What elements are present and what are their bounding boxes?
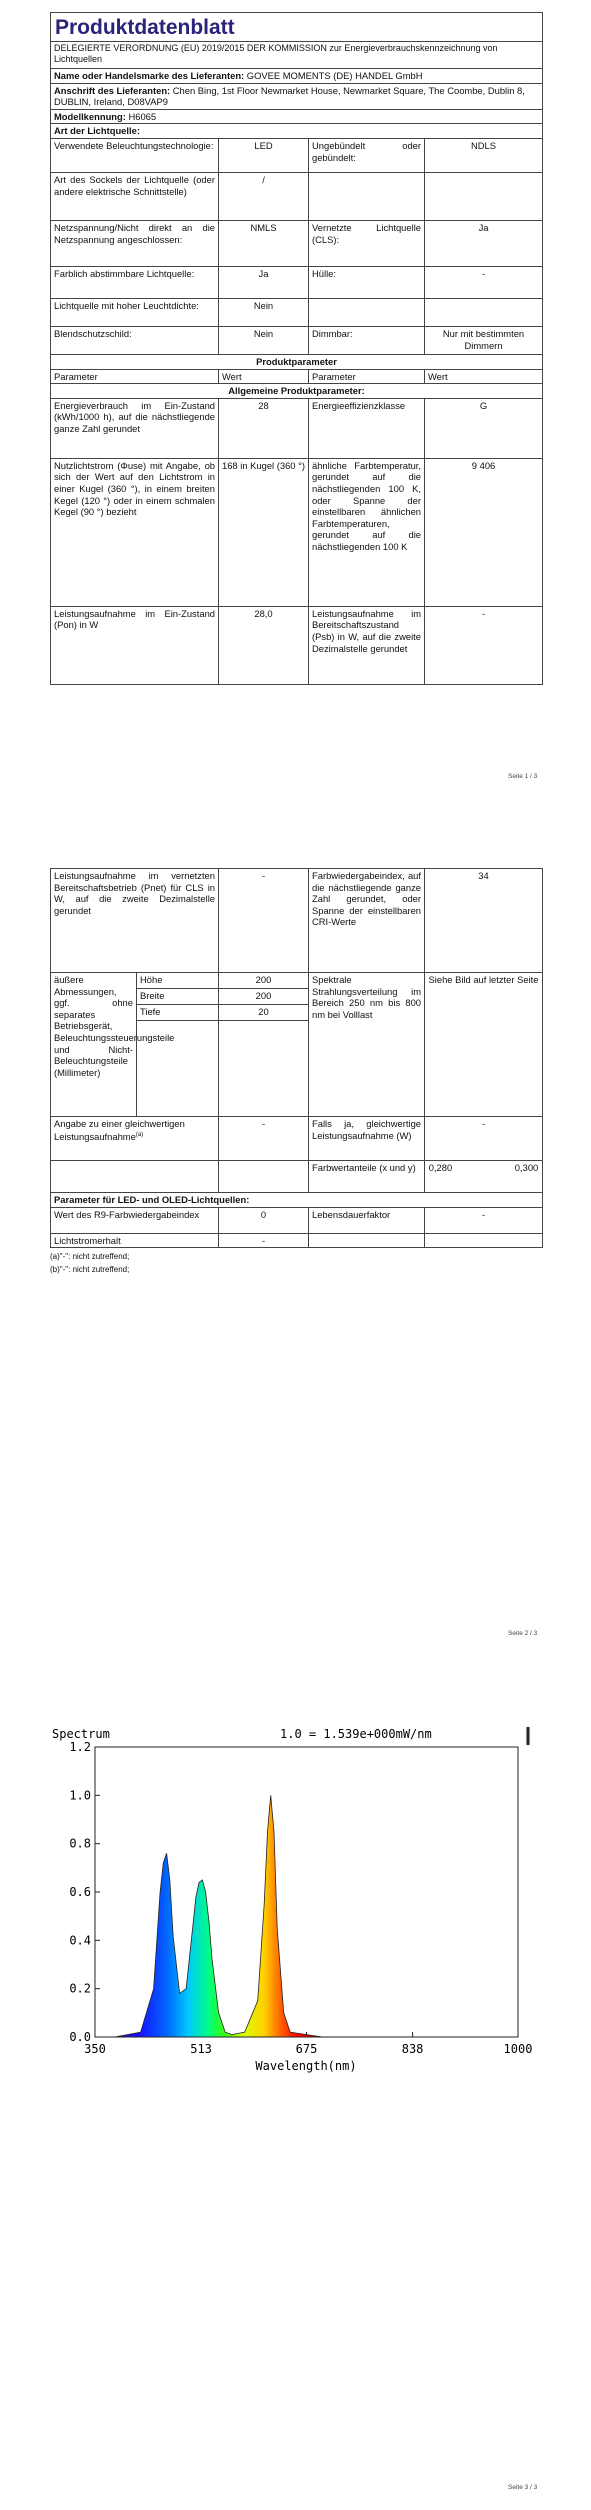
efficiency-class-value: G: [425, 398, 543, 458]
r9-label: Wert des R9-Farbwiedergabeindex: [51, 1207, 219, 1233]
y-tick-label: 0.6: [69, 1885, 91, 1899]
x-tick-label: 350: [84, 2042, 106, 2056]
regulation-text: DELEGIERTE VERORDNUNG (EU) 2019/2015 DER KOMMISSION zur Energieverbrauchskennzeichnung von Lichtquellen: [51, 42, 543, 69]
general-params-header: Allgemeine Produktparameter:: [51, 384, 543, 399]
envelope-label: Hülle:: [309, 266, 425, 298]
model-row: Modellkennung: H6065: [51, 109, 543, 124]
empty-cell: [219, 1021, 309, 1117]
empty-cell: [309, 1233, 425, 1248]
y-tick-label: 0.0: [69, 2030, 91, 2044]
mains-value: NMLS: [219, 220, 309, 266]
empty-cell: [309, 172, 425, 220]
envelope-value: -: [425, 266, 543, 298]
glare-label: Blendschutzschild:: [51, 326, 219, 354]
empty-cell: [51, 1161, 219, 1193]
high-luminance-label: Lichtquelle mit hoher Leuchtdichte:: [51, 298, 219, 326]
directional-value: NDLS: [425, 138, 543, 172]
datasheet-table-2: [50, 868, 543, 1248]
cct-value: 9 406: [425, 458, 543, 606]
networked-standby-value: -: [219, 869, 309, 973]
useful-flux-label: Nutzlichtstrom (Φuse) mit Angabe, ob sich der Wert auf den Lichtstrom in einer Kugel (360 °), in einem breiten Kegel (120 °) oder in einem schmalen Kegel (90 °) bezieht: [51, 458, 219, 606]
lifetime-factor-value: -: [425, 1207, 543, 1233]
cri-label: Farbwiedergabeindex, auf die nächstliegende ganze Zahl gerundet, oder Spanne der einstellbaren CRI-Werte: [309, 869, 425, 973]
directional-label: Ungebündelt oder gebündelt:: [309, 138, 425, 172]
equivalent-power-value: -: [219, 1117, 309, 1161]
cri-value: 34: [425, 869, 543, 973]
x-tick-label: 838: [401, 2042, 424, 2056]
width-value: 200: [219, 989, 309, 1005]
efficiency-class-label: Energieeffizienzklasse: [309, 398, 425, 458]
col-param-header: Parameter: [309, 369, 425, 384]
empty-cell: [219, 1161, 309, 1193]
col-value-header: Wert: [219, 369, 309, 384]
height-label: Höhe: [137, 973, 219, 989]
datasheet-table-1: [50, 12, 543, 685]
datasheet-page-2: [50, 868, 542, 1276]
high-luminance-value: Nein: [219, 298, 309, 326]
light-source-type-header: Art der Lichtquelle:: [51, 124, 543, 139]
lumen-maintenance-label: Lichtstromerhalt: [51, 1233, 219, 1248]
footnote-b: (b)"-": nicht zutreffend;: [50, 1265, 130, 1275]
cls-value: Ja: [425, 220, 543, 266]
chart-title: Spectrum: [52, 1727, 110, 1741]
standby-power-value: -: [425, 606, 543, 684]
dimmable-value: Nur mit bestimmten Dimmern: [425, 326, 543, 354]
footnote-a: (a)"-": nicht zutreffend;: [50, 1252, 130, 1262]
x-axis-label: Wavelength(nm): [255, 2059, 357, 2073]
tunable-label: Farblich abstimmbare Lichtquelle:: [51, 266, 219, 298]
dimensions-label: äußere Abmessungen, ggf. ohne separates Betriebsgerät, Beleuchtungssteuerungsteile und Nicht-Beleuchtungsteile (Millimeter): [51, 973, 137, 1117]
standby-power-label: Leistungsaufnahme im Bereitschaftszustand (Psb) in W, auf die zweite Dezimalstelle gerundet: [309, 606, 425, 684]
empty-cell: [425, 1233, 543, 1248]
datasheet-page-1: [50, 12, 542, 685]
y-tick-label: 1.2: [69, 1740, 91, 1754]
depth-value: 20: [219, 1005, 309, 1021]
col-param-header: Parameter: [51, 369, 219, 384]
equivalent-power-if-value: -: [425, 1117, 543, 1161]
cls-label: Vernetzte Lichtquelle (CLS):: [309, 220, 425, 266]
page-number-3: Seite 3 / 3: [508, 2484, 538, 2491]
equivalent-power-if-label: Falls ja, gleichwertige Leistungsaufnahme (W): [309, 1117, 425, 1161]
dimmable-label: Dimmbar:: [309, 326, 425, 354]
socket-value: /: [219, 172, 309, 220]
width-label: Breite: [137, 989, 219, 1005]
useful-flux-value: 168 in Kugel (360 °): [219, 458, 309, 606]
spectral-distribution-label: Spektrale Strahlungsverteilung im Bereich 250 nm bis 800 nm bei Volllast: [309, 973, 425, 1117]
empty-cell: [425, 298, 543, 326]
energy-consumption-value: 28: [219, 398, 309, 458]
spectral-distribution-value: Siehe Bild auf letzter Seite: [425, 973, 543, 1117]
chromaticity-value: 0,280 0,300: [425, 1161, 543, 1193]
networked-standby-label: Leistungsaufnahme im vernetzten Bereitschaftsbetrieb (Pnet) für CLS in W, auf die zweite Dezimalstelle gerundet: [51, 869, 219, 973]
r9-value: 0: [219, 1207, 309, 1233]
page-number-2: Seite 2 / 3: [508, 1630, 538, 1637]
equivalent-power-label: Angabe zu einer gleichwertigen Leistungsaufnahme$^{(a)}$: [51, 1117, 219, 1161]
x-tick-label: 1000: [503, 2042, 533, 2056]
product-params-header: Produktparameter: [51, 354, 543, 369]
depth-label: Tiefe: [137, 1005, 219, 1021]
tunable-value: Ja: [219, 266, 309, 298]
scale-note: 1.0 = 1.539e+000mW/nm: [280, 1727, 432, 1741]
cct-label: ähnliche Farbtemperatur, gerundet auf die nächstliegenden 100 K, oder Spanne der einstellbaren ähnlichen Farbtemperaturen, gerundet auf die nächstliegenden 100 K: [309, 458, 425, 606]
col-value-header: Wert: [425, 369, 543, 384]
energy-consumption-label: Energieverbrauch im Ein-Zustand (kWh/1000 h), auf die nächstliegende ganze Zahl gerundet: [51, 398, 219, 458]
lumen-maintenance-value: -: [219, 1233, 309, 1248]
address-row: Anschrift des Lieferanten: Chen Bing, 1st Floor Newmarket House, Newmarket Square, The Coombe, Dublin 8, DUBLIN, Ireland, D08VAP9: [51, 83, 543, 109]
chromaticity-label: Farbwertanteile (x und y): [309, 1161, 425, 1193]
page-title: Produktdatenblatt: [51, 13, 543, 42]
supplier-row: Name oder Handelsmarke des Lieferanten: GOVEE MOMENTS (DE) HANDEL GmbH: [51, 69, 543, 84]
y-tick-label: 0.4: [69, 1933, 91, 1948]
on-mode-power-label: Leistungsaufnahme im Ein-Zustand (Pon) in W: [51, 606, 219, 684]
page-number-1: Seite 1 / 3: [508, 773, 538, 780]
lifetime-factor-label: Lebensdauerfaktor: [309, 1207, 425, 1233]
height-value: 200: [219, 973, 309, 989]
tech-label: Verwendete Beleuchtungstechnologie:: [51, 138, 219, 172]
y-tick-label: 1.0: [69, 1788, 91, 1803]
mains-label: Netzspannung/Nicht direkt an die Netzspannung angeschlossen:: [51, 220, 219, 266]
on-mode-power-value: 28,0: [219, 606, 309, 684]
spectrum-chart: [50, 1725, 542, 2085]
chart-background: [50, 1725, 542, 2085]
empty-cell: [309, 298, 425, 326]
socket-label: Art des Sockels der Lichtquelle (oder andere elektrische Schnittstelle): [51, 172, 219, 220]
x-tick-label: 513: [190, 2042, 212, 2056]
tech-value: LED: [219, 138, 309, 172]
footnotes: [50, 1250, 542, 1276]
led-params-header: Parameter für LED- und OLED-Lichtquellen:: [51, 1193, 543, 1208]
empty-cell: [425, 172, 543, 220]
glare-value: Nein: [219, 326, 309, 354]
x-tick-label: 675: [295, 2042, 318, 2056]
y-tick-label: 0.2: [69, 1981, 91, 1996]
y-tick-label: 0.8: [69, 1836, 91, 1851]
